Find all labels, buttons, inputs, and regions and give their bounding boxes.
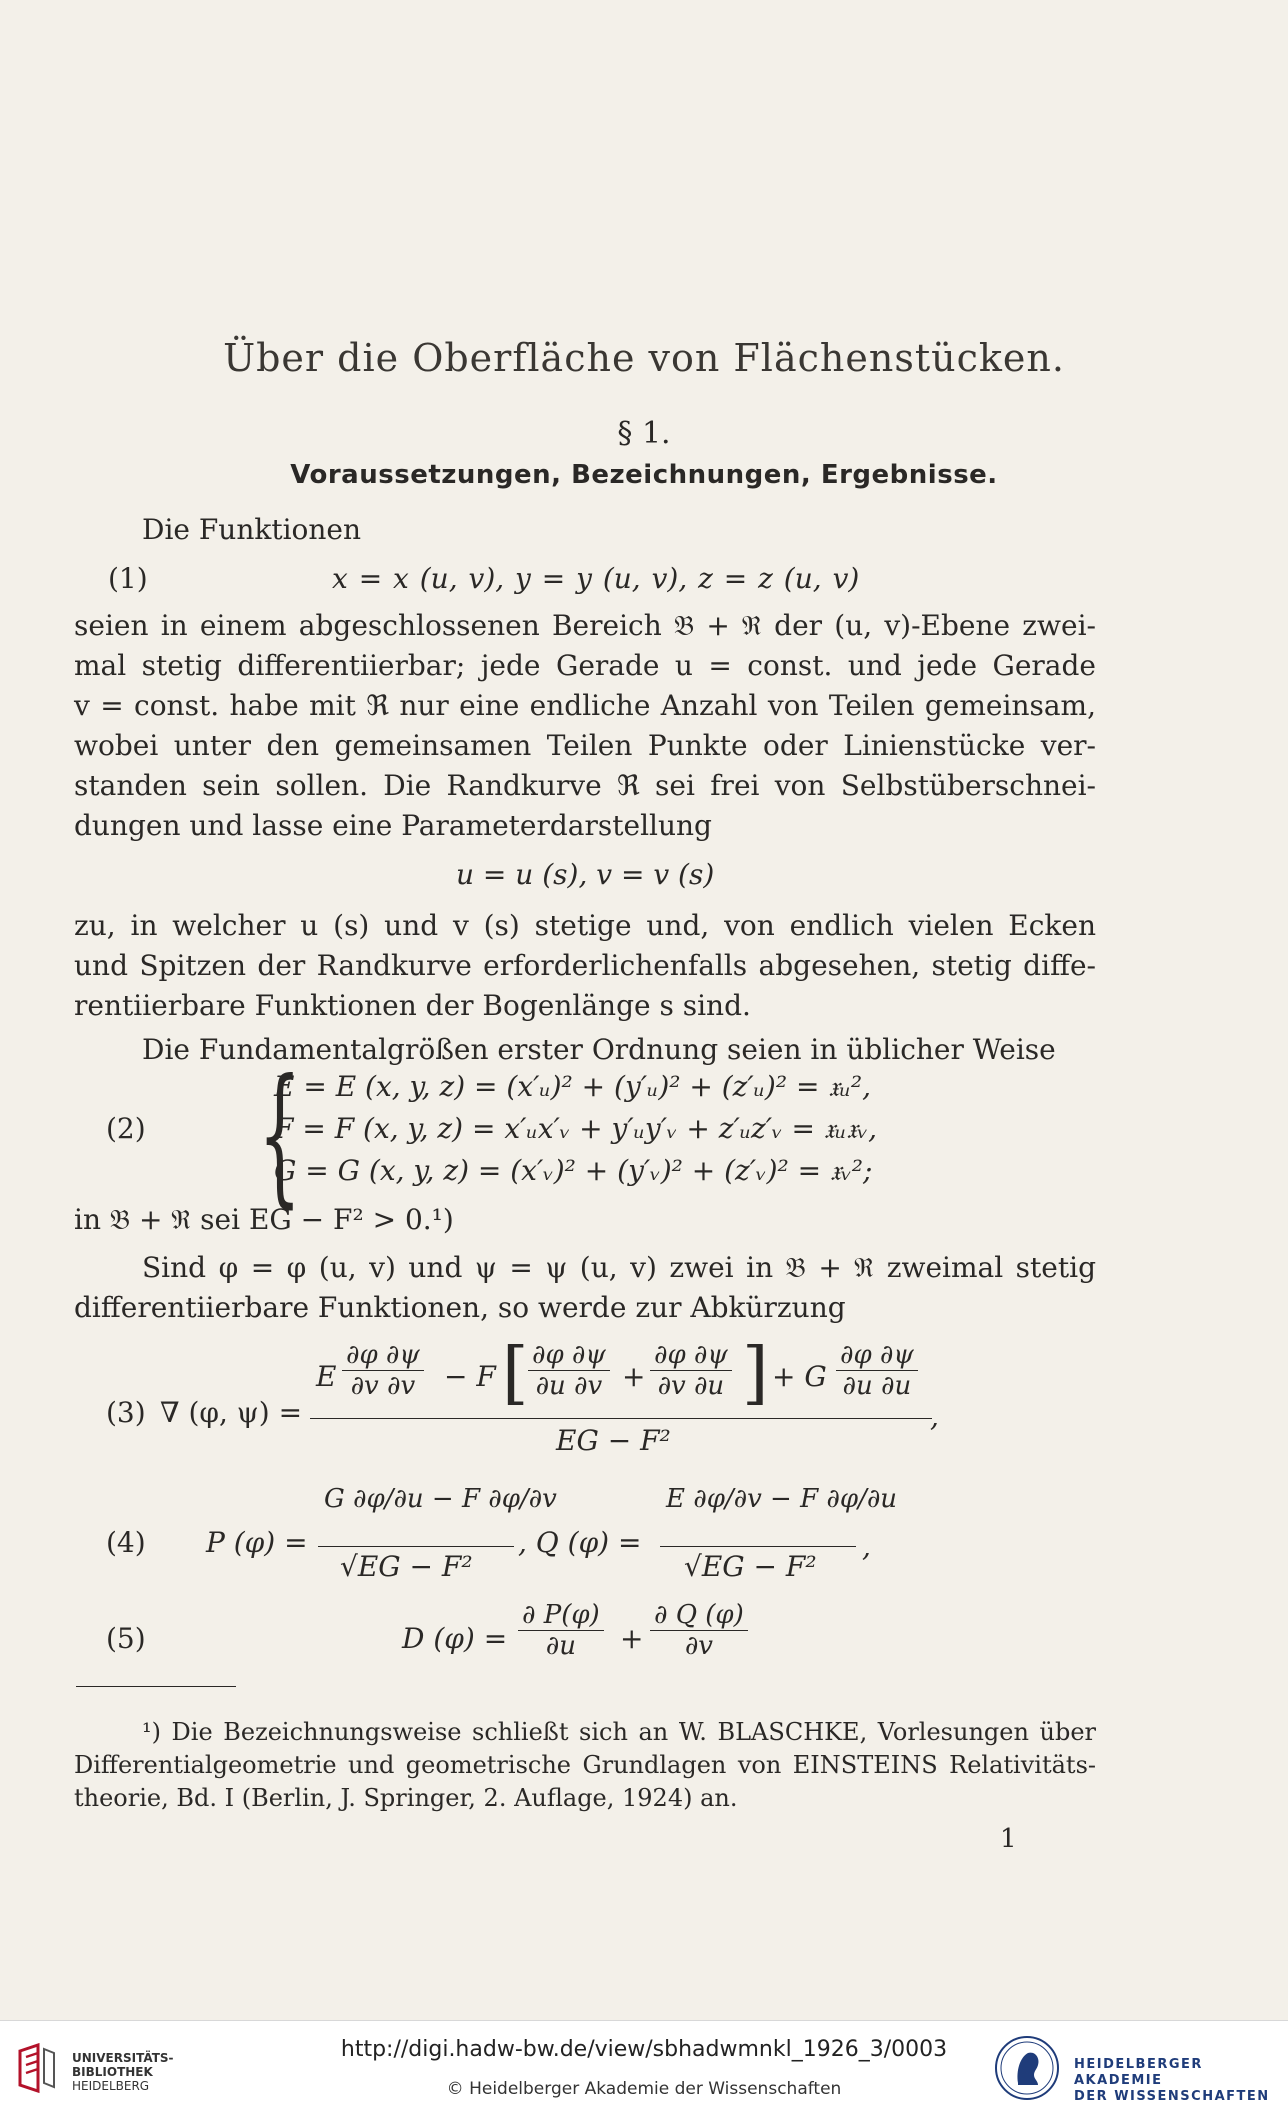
library-line: BIBLIOTHEK [72,2065,153,2079]
page-number: 1 [1000,1824,1017,1854]
eq1-label: (1) [108,562,148,595]
eq3-frac2 [528,1340,610,1401]
permalink-url[interactable]: http://digi.hadw-bw.de/view/sbhadwmnkl_1926_3/0003 [340,2037,948,2062]
eq3-lhs: ∇ (φ, ψ) = [160,1396,303,1429]
eq3-label: (3) [106,1396,146,1429]
eq4-trailing-comma: , [862,1530,871,1563]
eq4-q-fraction-bar [660,1546,856,1547]
eq3-frac4-num: ∂φ ∂ψ [836,1340,918,1371]
left-brace-icon: { [258,1048,302,1222]
eq4-p-numerator: G ∂φ/∂u − F ∂φ/∂v [324,1484,557,1514]
eq5-frac-q-den: ∂v [684,1631,713,1661]
para1-line: v = const. habe mit ℜ nur eine endliche Anzahl von Teilen gemeinsam, [74,689,1096,722]
page-title: Über die Oberfläche von Flächenstücken. [223,336,1065,380]
eq4-p-lhs: P (φ) = [206,1526,308,1559]
eq5-frac-q-num: ∂ Q (φ) [650,1600,748,1631]
eq3-frac2-num: ∂φ ∂ψ [528,1340,610,1371]
eq3-minus-f: − F [444,1360,496,1393]
eq3-frac4-den: ∂u ∂u [842,1371,912,1401]
eq3-frac1 [342,1340,424,1401]
eq5-lhs: D (φ) = [402,1622,508,1655]
para2-line: zu, in welcher u (s) und v (s) stetige und, von endlich vielen Ecken [74,909,1096,942]
left-bracket-icon: [ [502,1334,529,1413]
eq3-frac3-den: ∂v ∂u [657,1371,725,1401]
eq4-p-fraction-bar [318,1546,514,1547]
para2-line: rentiierbare Funktionen der Bogenlänge s sind. [74,989,751,1022]
eq5-frac-p [518,1600,604,1661]
para1-line: mal stetig differentiierbar; jede Gerade u = const. und jede Gerade [74,649,1096,682]
eq4-q-numerator: E ∂φ/∂v − F ∂φ/∂u [666,1484,898,1514]
para1-line: wobei unter den gemeinsamen Teilen Punkte oder Linienstücke ver- [74,729,1096,762]
eq5-frac-p-den: ∂u [545,1631,576,1661]
para2-line: und Spitzen der Randkurve erforderlichenfalls abgesehen, stetig diffe- [74,949,1096,982]
eq3-denominator: EG − F² [556,1424,671,1457]
para3-text: Die Fundamentalgrößen erster Ordnung seien in üblicher Weise [142,1033,1056,1066]
eq3-frac3-num: ∂φ ∂ψ [650,1340,732,1371]
footnote-line: theorie, Bd. I (Berlin, J. Springer, 2. Auflage, 1924) an. [74,1784,738,1812]
eq2-line-g: G = G (x, y, z) = (x′ᵥ)² + (y′ᵥ)² + (z′ᵥ)² = 𝔵ᵥ²; [274,1154,873,1187]
eq3-numerator [316,1334,936,1436]
copyright-text: © Heidelberger Akademie der Wissenschaften [446,2079,842,2099]
footnote-line: Differentialgeometrie und geometrische Grundlagen von EINSTEINS Relativitäts- [74,1751,1096,1779]
eq5-frac-q [650,1600,748,1661]
viewer-footer [0,2020,1288,2118]
eq3-frac3 [650,1340,732,1401]
eq4-q-denominator: √EG − F² [684,1550,817,1583]
eq5-plus: + [620,1622,644,1655]
eq4-label: (4) [106,1526,146,1559]
footnote-line: ¹) Die Bezeichnungsweise schließt sich an W. BLASCHKE, Vorlesungen über [142,1718,1096,1746]
intro-text: Die Funktionen [142,513,362,546]
para1-line: standen sein sollen. Die Randkurve ℜ sei frei von Selbstüberschnei- [74,769,1096,802]
academy-seal-icon [994,2035,1060,2101]
eq3-frac1-num: ∂φ ∂ψ [342,1340,424,1371]
eq2-label: (2) [106,1112,146,1145]
eq3-frac4 [836,1340,918,1401]
eq3-frac1-den: ∂v ∂v [350,1371,416,1401]
section-heading: Voraussetzungen, Bezeichnungen, Ergebnisse. [290,460,998,490]
eq3-trailing-comma: , [930,1400,939,1433]
section-number: § 1. [617,416,671,451]
library-line: UNIVERSITÄTS- [72,2051,174,2065]
footnote-rule [76,1686,236,1687]
eq3-plus: + [622,1360,646,1393]
eq3-frac2-den: ∂u ∂v [535,1371,603,1401]
eq3-plus-g: + G [772,1360,827,1393]
eq2-line-f: F = F (x, y, z) = x′ᵤx′ᵥ + y′ᵤy′ᵥ + z′ᵤz′ᵥ = 𝔵ᵤ𝔵ᵥ, [274,1112,878,1145]
para1-line: seien in einem abgeschlossenen Bereich 𝔅 + ℜ der (u, v)-Ebene zwei- [74,609,1096,642]
para5-line: Sind φ = φ (u, v) und ψ = ψ (u, v) zwei in 𝔅 + ℜ zweimal stetig [142,1251,1096,1284]
para1-line: dungen und lasse eine Parameterdarstellung [74,809,712,842]
eq3-coef-e: E [316,1360,337,1393]
eq4-q-lhs: , Q (φ) = [518,1526,642,1559]
academy-line: HEIDELBERGER AKADEMIE [1074,2057,1203,2088]
param-equation: u = u (s), v = v (s) [456,858,715,891]
eq4-p-denominator: √EG − F² [340,1550,473,1583]
academy-name [1074,2057,1288,2105]
right-bracket-icon: ] [742,1334,769,1413]
eq2-line-e: E = E (x, y, z) = (x′ᵤ)² + (y′ᵤ)² + (z′ᵤ)² = 𝔵ᵤ², [274,1070,871,1103]
eq5-label: (5) [106,1622,146,1655]
eq1-content: x = x (u, v), y = y (u, v), z = z (u, v) [332,562,860,595]
library-line: HEIDELBERG [72,2079,150,2093]
eq3-fraction-bar [310,1418,932,1419]
para4-text: in 𝔅 + ℜ sei EG − F² > 0.¹) [74,1203,454,1236]
para5-line: differentiierbare Funktionen, so werde zur Abkürzung [74,1291,846,1324]
academy-line: DER WISSENSCHAFTEN [1074,2089,1270,2104]
eq5-frac-p-num: ∂ P(φ) [518,1600,604,1631]
